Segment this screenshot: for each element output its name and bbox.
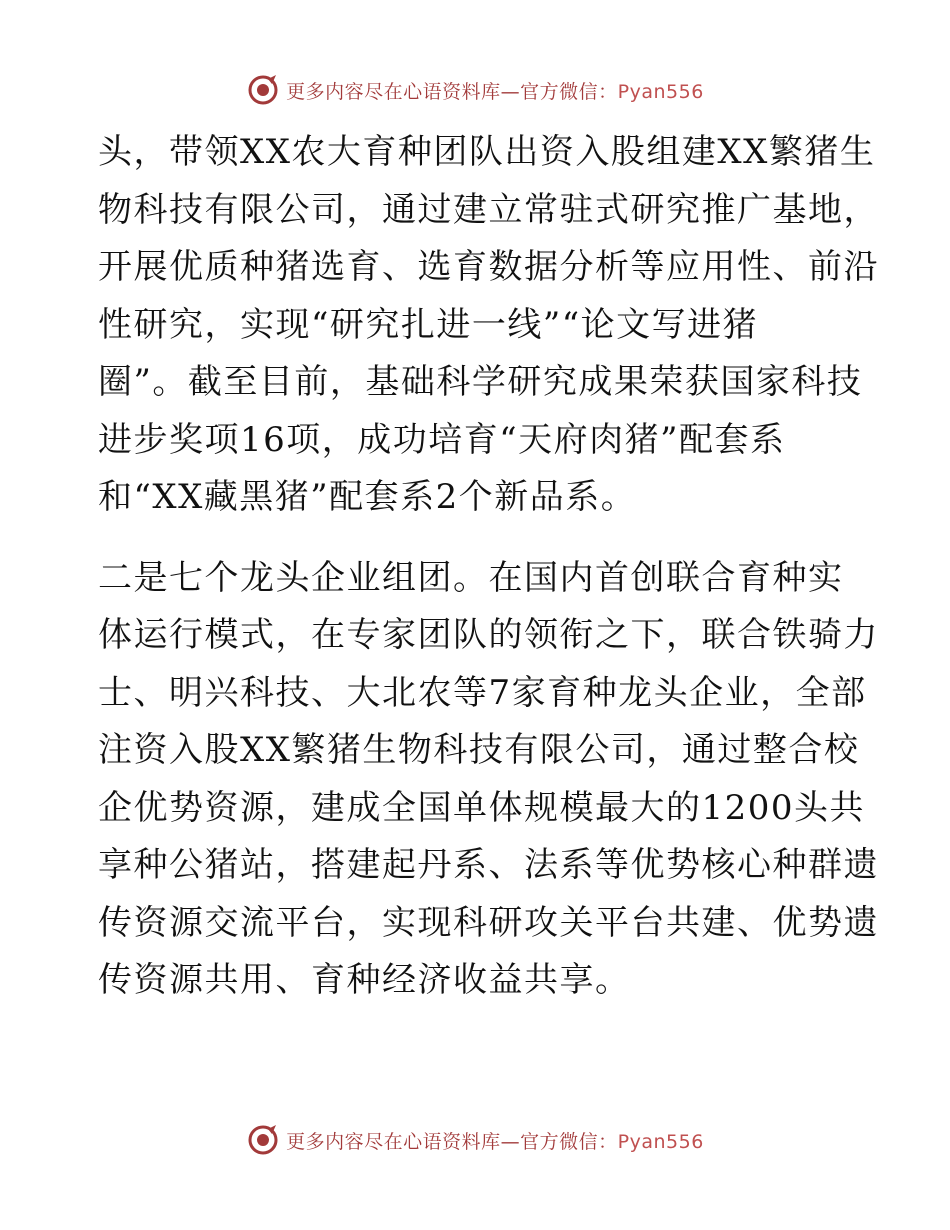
- text-line: 二是七个龙头企业组团。在国内首创联合育种实: [98, 557, 844, 598]
- header-banner: [0, 70, 950, 110]
- text-line: 企优势资源，建成全国单体规模最大的1200头共: [98, 787, 866, 828]
- header-banner-text: [286, 77, 704, 104]
- text-line: 和“XX藏黑猪”配套系2个新品系。: [98, 477, 637, 517]
- document-body: [98, 124, 879, 1010]
- footer-banner-label: 更多内容尽在心语资料库—官方微信：: [286, 1130, 618, 1153]
- footer-banner: [0, 1120, 950, 1160]
- text-line: 物科技有限公司，通过建立常驻式研究推广基地，: [98, 189, 879, 230]
- header-banner-handle: Pyan556: [617, 80, 704, 103]
- text-line: 体运行模式，在专家团队的领衔之下，联合铁骑力: [98, 615, 879, 655]
- paragraph: [98, 124, 879, 527]
- footer-banner-text: [286, 1127, 704, 1154]
- text-line: 传资源交流平台，实现科研攻关平台共建、优势遗: [98, 902, 879, 943]
- text-line: 头，带领XX农大育种团队出资入股组建XX繁猪生: [98, 132, 876, 172]
- quill-seal-icon: [246, 73, 280, 107]
- text-line: 进步奖项16项，成功培育“天府肉猪”配套系: [98, 419, 786, 460]
- text-line: 开展优质种猪选育、选育数据分析等应用性、前沿: [98, 247, 879, 287]
- text-line: 性研究，实现“研究扎进一线”“论文写进猪: [98, 304, 759, 345]
- quill-seal-icon: [246, 1123, 280, 1157]
- text-line: 注资入股XX繁猪生物科技有限公司，通过整合校: [98, 730, 860, 770]
- footer-banner-handle: Pyan556: [617, 1130, 704, 1153]
- text-line: 享种公猪站，搭建起丹系、法系等优势核心种群遗: [98, 845, 879, 885]
- text-line: 圈”。截至目前，基础科学研究成果荣获国家科技: [98, 362, 863, 402]
- text-line: 士、明兴科技、大北农等7家育种龙头企业，全部: [98, 672, 867, 713]
- header-banner-label: 更多内容尽在心语资料库—官方微信：: [286, 80, 618, 103]
- paragraph: [98, 550, 879, 1010]
- text-line: 传资源共用、育种经济收益共享。: [98, 960, 631, 1000]
